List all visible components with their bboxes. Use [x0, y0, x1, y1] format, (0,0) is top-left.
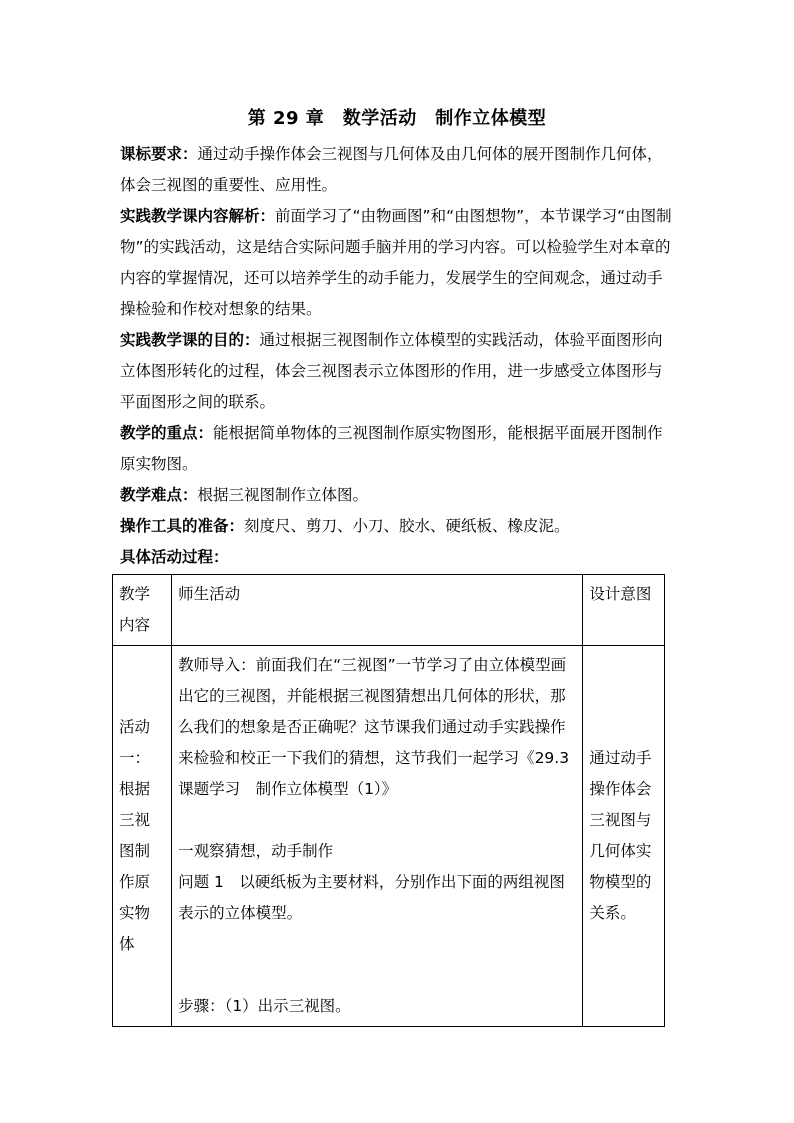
- section-label: 实践教学课内容解析：: [120, 207, 276, 225]
- design-intent-cell: 通过动手操作体会三视图与几何体实物模型的关系。: [583, 646, 665, 1027]
- steps-text: 步骤：（1）出示三视图。: [178, 997, 351, 1015]
- spacer: [178, 805, 576, 836]
- section-label: 具体活动过程：: [120, 548, 229, 566]
- section-text: 通过根据三视图制作立体模型的实践活动，体验平面图形向立体图形转化的过程，体会三视图表示立体图形的作用，进一步感受立体图形与平面图形之间的联系。: [120, 331, 663, 411]
- activity-table: [112, 574, 665, 1027]
- section-text: 刻度尺、剪刀、小刀、胶水、硬纸板、橡皮泥。: [244, 517, 570, 535]
- section-label: 教学难点：: [120, 486, 198, 504]
- section-tools: [120, 511, 676, 542]
- section-label: 教学的重点：: [120, 424, 214, 442]
- section-label: 实践教学课的目的：: [120, 331, 260, 349]
- header-cell: 师生活动: [172, 575, 583, 646]
- activity-cell: [172, 646, 583, 1027]
- section-requirements: [120, 139, 676, 201]
- header-cell: 设计意图: [583, 575, 665, 646]
- section-text: 根据三视图制作立体图。: [197, 486, 369, 504]
- section-content-analysis: [120, 201, 676, 325]
- question-text: 问题 1 以硬纸板为主要材料，分别作出下面的两组视图表示的立体模型。: [178, 873, 565, 922]
- section-label: 课标要求：: [120, 145, 198, 163]
- section-difficulties: [120, 480, 676, 511]
- section-label: 操作工具的准备：: [120, 517, 245, 535]
- section-text: 前面学习了“由物画图”和“由图想物”，本节课学习“由图制物”的实践活动，这是结合实际问题手脑并用的学习内容。可以检验学生对本章的内容的掌握情况，还可以培养学生的动手能力，发展学生的空间观念，通过动手操检验和作校对想象的结果。: [120, 207, 672, 318]
- section-key-points: [120, 418, 676, 480]
- section-process: [120, 542, 676, 573]
- table-header-row: [113, 575, 665, 646]
- spacer: [178, 929, 576, 991]
- section-text: 能根据简单物体的三视图制作原实物图形，能根据平面展开图制作原实物图。: [120, 424, 663, 473]
- section-text: 通过动手操作体会三视图与几何体及由几何体的展开图制作几何体，体会三视图的重要性、应用性。: [120, 145, 663, 194]
- teaching-content-cell: 活动一：根据三视图制作原实物体: [113, 646, 172, 1027]
- intro-text: 教师导入：前面我们在“三视图”一节学习了由立体模型画出它的三视图，并能根据三视图猜想出几何体的形状，那么我们的想象是否正确呢？这节课我们通过动手实践操作来检验和校正一下我们的猜想，这节我们一起学习《29.3 课题学习 制作立体模型（1）》: [178, 656, 570, 798]
- page-title: 第 29 章 数学活动 制作立体模型: [247, 108, 547, 129]
- section-purpose: [120, 325, 676, 418]
- step-heading: 一观察猜想，动手制作: [178, 842, 334, 860]
- header-cell: 教学内容: [113, 575, 172, 646]
- table-row: [113, 646, 665, 1027]
